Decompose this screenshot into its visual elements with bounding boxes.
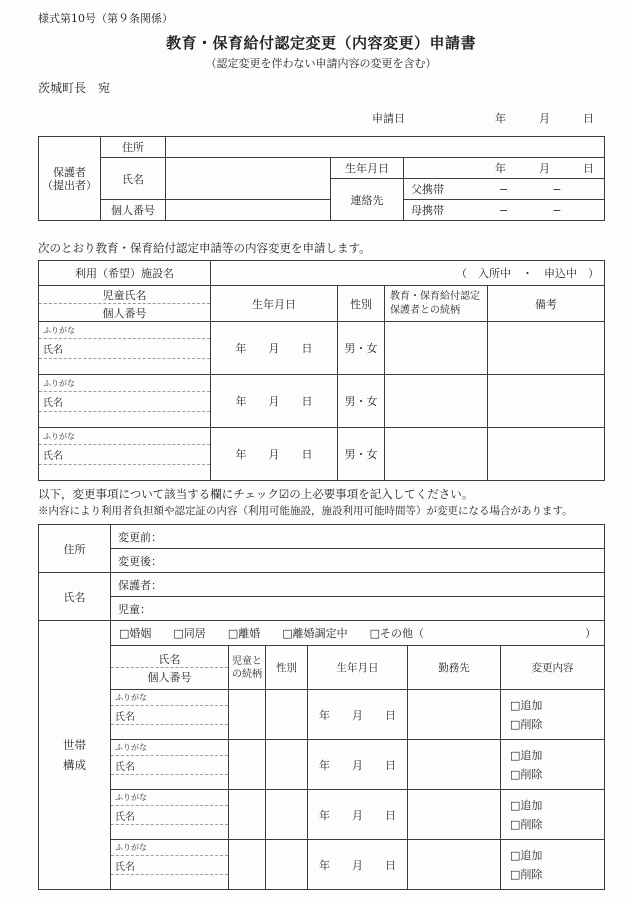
child-3-name-label: 氏名	[39, 445, 210, 465]
member-4-furigana-label: ふりがな	[111, 840, 228, 856]
guardian-contact-label: 連絡先	[331, 179, 404, 221]
member-1-name-label: 氏名	[111, 706, 228, 725]
change-details-table	[38, 524, 605, 890]
guardian-row-label	[39, 137, 101, 221]
child-3-remarks-input[interactable]	[488, 428, 605, 481]
member-1-workplace-input[interactable]	[408, 690, 501, 740]
child-row-1	[39, 322, 605, 375]
member-3-birth-input[interactable]: 年 月 日	[308, 790, 408, 840]
application-date-label: 申請日	[372, 112, 405, 125]
divorce-checkbox[interactable]: □離婚	[227, 627, 261, 640]
member-4-name-label: 氏名	[111, 856, 228, 875]
member-2-furigana-label: ふりがな	[111, 740, 228, 756]
child-3-relation-input[interactable]	[385, 428, 488, 481]
member-4-add-checkbox[interactable]: □追加	[510, 848, 543, 862]
member-1-change-cell	[501, 690, 605, 740]
child-1-furigana-label: ふりがな	[39, 322, 210, 339]
address-after-input[interactable]: 変更後：	[111, 549, 605, 573]
member-4-id-input[interactable]	[111, 875, 228, 888]
child-3-furigana-label: ふりがな	[39, 428, 210, 445]
member-4-birth-input[interactable]: 年 月 日	[308, 840, 408, 890]
divorce-mediation-checkbox[interactable]: □離婚調定中	[282, 627, 348, 640]
member-3-furigana-label: ふりがな	[111, 790, 228, 806]
name-change-label: 氏名	[39, 573, 111, 621]
application-date-input[interactable]: 年 月 日	[495, 112, 594, 125]
member-sex-header: 性別	[266, 646, 308, 690]
child-name-header-top: 児童氏名	[39, 286, 210, 304]
child-1-name-label: 氏名	[39, 339, 210, 359]
member-1-id-input[interactable]	[111, 725, 228, 738]
member-1-add-checkbox[interactable]: □追加	[510, 698, 543, 712]
member-2-relation-input[interactable]	[229, 740, 266, 790]
application-date-line	[38, 112, 604, 126]
child-2-relation-input[interactable]	[385, 375, 488, 428]
child-3-sex-selector[interactable]: 男・女	[338, 428, 385, 481]
member-3-sex-input[interactable]	[266, 790, 308, 840]
checklist-instruction: 以下，変更事項について該当する欄にチェック☑の上必要事項を記入してください。	[38, 487, 474, 501]
child-2-id-input[interactable]	[39, 412, 210, 427]
child-row-2	[39, 375, 605, 428]
member-3-add-checkbox[interactable]: □追加	[510, 798, 543, 812]
household-label-line1: 世帯	[63, 738, 86, 752]
member-2-add-checkbox[interactable]: □追加	[510, 748, 543, 762]
guardian-address-label: 住所	[101, 137, 166, 158]
guardian-row-label-line2: （提出者）	[42, 178, 97, 192]
form-subtitle: （認定変更を伴わない申請内容の変更を含む）	[205, 57, 437, 70]
facility-name-label: 利用（希望）施設名	[39, 261, 211, 286]
caution-note: ※内容により利用者負担額や認定証の内容（利用可能施設，施設利用可能時間等）が変更になる場合があります。	[38, 505, 573, 517]
form-number: 様式第10号（第９条関係）	[38, 12, 173, 25]
child-2-name-input[interactable]	[39, 375, 211, 428]
household-section-label	[39, 621, 111, 890]
child-1-remarks-input[interactable]	[488, 322, 605, 375]
child-1-relation-input[interactable]	[385, 322, 488, 375]
child-2-sex-selector[interactable]: 男・女	[338, 375, 385, 428]
member-relation-header-line1: 児童と	[232, 655, 262, 667]
child-row-3	[39, 428, 605, 481]
member-2-birth-input[interactable]: 年 月 日	[308, 740, 408, 790]
member-3-workplace-input[interactable]	[408, 790, 501, 840]
member-1-name-input[interactable]	[111, 690, 229, 740]
guardian-name-input[interactable]	[166, 158, 331, 200]
member-2-workplace-input[interactable]	[408, 740, 501, 790]
child-3-birth-input[interactable]: 年 月 日	[211, 428, 338, 481]
member-change-header: 変更内容	[501, 646, 605, 690]
addressee: 茨城町長 宛	[38, 81, 111, 95]
child-3-id-input[interactable]	[39, 465, 210, 480]
member-1-birth-input[interactable]: 年 月 日	[308, 690, 408, 740]
child-1-id-input[interactable]	[39, 359, 210, 374]
member-row-2	[39, 740, 605, 790]
guardian-address-input[interactable]	[166, 137, 605, 158]
child-relation-header-line1: 教育・保育給付認定	[390, 290, 480, 302]
member-id-header: 個人番号	[147, 670, 192, 684]
guardian-birth-label: 生年月日	[331, 158, 404, 179]
member-name-header-top: 氏名	[111, 650, 228, 668]
guardian-id-label: 個人番号	[101, 200, 166, 221]
member-4-sex-input[interactable]	[266, 840, 308, 890]
member-relation-header	[229, 646, 266, 690]
member-relation-header-line2: の続柄	[232, 668, 262, 680]
child-relation-header	[385, 286, 488, 322]
cohabitation-checkbox[interactable]: □同居	[173, 627, 206, 640]
child-remarks-header: 備考	[488, 286, 605, 322]
form-title: 教育・保育給付認定変更（内容変更）申請書	[165, 34, 476, 52]
child-3-name-input[interactable]	[39, 428, 211, 481]
member-2-change-cell	[501, 740, 605, 790]
member-row-4	[39, 840, 605, 890]
child-1-name-input[interactable]	[39, 322, 211, 375]
guardian-row-label-line1: 保護者	[53, 165, 86, 179]
child-birth-header: 生年月日	[211, 286, 338, 322]
member-2-sex-input[interactable]	[266, 740, 308, 790]
member-3-name-input[interactable]	[111, 790, 229, 840]
child-2-name-label: 氏名	[39, 392, 210, 412]
declaration-text: 次のとおり教育・保育給付認定申請等の内容変更を申請します。	[38, 241, 371, 255]
guardian-name-label: 氏名	[101, 158, 166, 200]
guardian-id-input[interactable]	[166, 200, 331, 221]
member-4-change-cell	[501, 840, 605, 890]
child-relation-header-line2: 保護者との続柄	[390, 304, 460, 316]
child-name-header	[39, 286, 211, 322]
member-2-name-label: 氏名	[111, 756, 228, 775]
child-2-remarks-input[interactable]	[488, 375, 605, 428]
member-3-id-input[interactable]	[111, 825, 228, 838]
member-1-remove-checkbox[interactable]: □削除	[510, 717, 543, 731]
close-paren: ）	[585, 627, 597, 640]
facility-name-input[interactable]	[211, 261, 605, 286]
member-1-relation-input[interactable]	[229, 690, 266, 740]
address-change-label: 住所	[39, 525, 111, 573]
name-child-input[interactable]: 児童：	[111, 597, 605, 621]
member-name-header	[111, 646, 229, 690]
children-table	[38, 260, 605, 481]
address-before-input[interactable]: 変更前：	[111, 525, 605, 549]
father-phone-input[interactable]: 父携帯 − −	[404, 179, 605, 200]
child-sex-header: 性別	[338, 286, 385, 322]
guardian-birth-input[interactable]: 年 月 日	[404, 158, 605, 179]
household-status-row	[111, 621, 605, 646]
member-row-1	[39, 690, 605, 740]
child-2-birth-input[interactable]: 年 月 日	[211, 375, 338, 428]
child-1-birth-input[interactable]: 年 月 日	[211, 322, 338, 375]
child-1-sex-selector[interactable]: 男・女	[338, 322, 385, 375]
household-label-line2: 構成	[63, 758, 86, 772]
member-4-relation-input[interactable]	[229, 840, 266, 890]
member-1-sex-input[interactable]	[266, 690, 308, 740]
child-2-furigana-label: ふりがな	[39, 375, 210, 392]
member-3-change-cell	[501, 790, 605, 840]
member-2-name-input[interactable]	[111, 740, 229, 790]
member-3-name-label: 氏名	[111, 806, 228, 825]
member-1-furigana-label: ふりがな	[111, 690, 228, 706]
mother-phone-input[interactable]: 母携帯 − −	[404, 200, 605, 221]
enrollment-status-selector[interactable]: （ 入所中 ・ 申込中 ）	[456, 267, 599, 280]
member-4-remove-checkbox[interactable]: □削除	[510, 867, 543, 881]
member-3-remove-checkbox[interactable]: □削除	[510, 817, 543, 831]
member-4-workplace-input[interactable]	[408, 840, 501, 890]
name-guardian-input[interactable]: 保護者：	[111, 573, 605, 597]
child-id-header: 個人番号	[102, 306, 147, 320]
marriage-checkbox[interactable]: □婚姻	[119, 627, 152, 640]
member-3-relation-input[interactable]	[229, 790, 266, 840]
other-checkbox[interactable]: □その他（	[369, 627, 425, 640]
member-birth-header: 生年月日	[308, 646, 408, 690]
member-workplace-header: 勤務先	[408, 646, 501, 690]
member-2-id-input[interactable]	[111, 775, 228, 788]
member-4-name-input[interactable]	[111, 840, 229, 890]
member-2-remove-checkbox[interactable]: □削除	[510, 767, 543, 781]
guardian-table	[38, 136, 605, 221]
member-row-3	[39, 790, 605, 840]
